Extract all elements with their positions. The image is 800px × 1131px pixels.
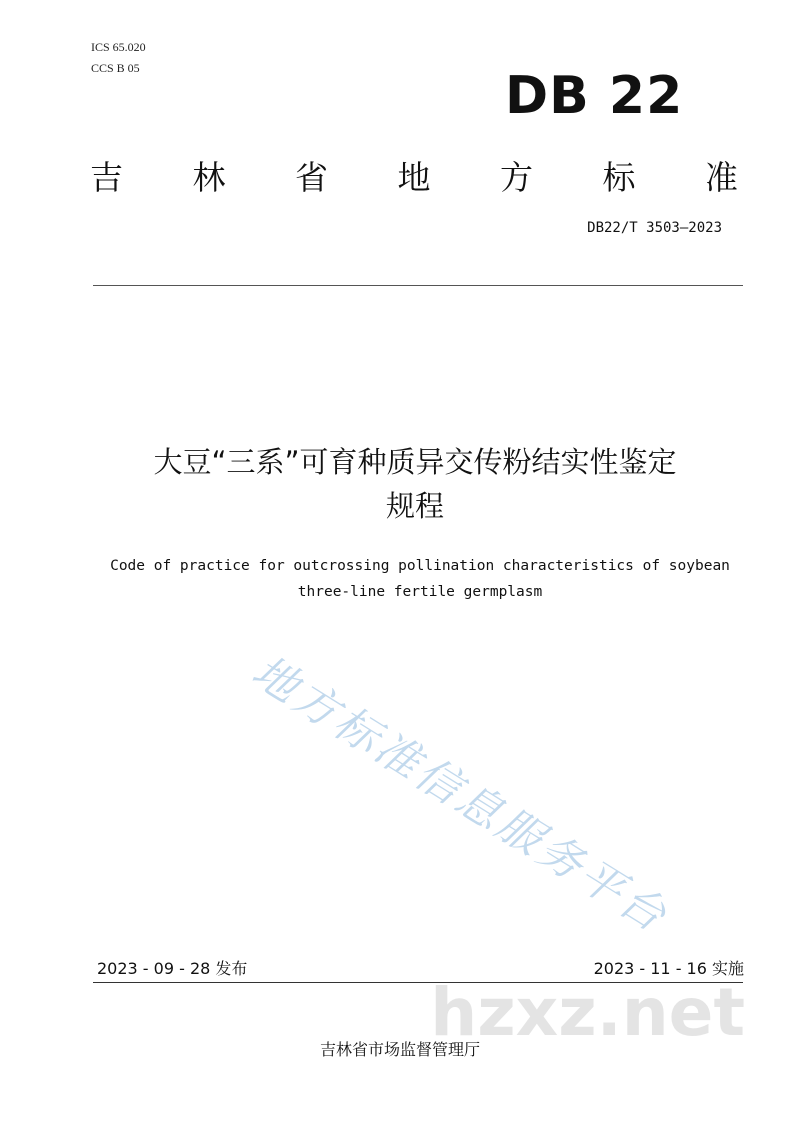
chinese-title-line-2: 规程 (385, 489, 444, 523)
standard-number: DB22/T 3503—2023 (587, 220, 722, 236)
platform-watermark: 地方标准信息服务平台 (243, 645, 678, 944)
issuing-authority: 吉林省市场监督管理厅 (319, 1040, 480, 1059)
english-title (60, 553, 780, 605)
implement-date: 2023 - 11 - 16 实施 (593, 959, 744, 978)
db22-logo: DB 22 (505, 66, 684, 126)
ics-code: ICS 65.020 (91, 40, 146, 54)
standard-type-char: 地 (397, 157, 431, 197)
publish-date: 2023 - 09 - 28 发布 (97, 959, 248, 978)
ccs-code: CCS B 05 (91, 61, 140, 75)
standard-type-char: 省 (295, 157, 328, 197)
standard-type-char: 方 (500, 157, 533, 197)
english-title-line-1: Code of practice for outcrossing pollination characteristics of soybean (110, 558, 730, 574)
site-watermark: hzxz.net (430, 974, 745, 1051)
standard-type-heading (90, 153, 738, 197)
header-divider (93, 285, 743, 286)
chinese-title-line-1: 大豆“三系”可育种质异交传粉结实性鉴定 (153, 445, 677, 479)
chinese-title (60, 440, 770, 528)
standard-type-char: 林 (192, 157, 226, 197)
standard-type-char: 标 (602, 157, 636, 197)
standard-type-char: 吉 (90, 157, 123, 197)
english-title-line-2: three-line fertile germplasm (297, 584, 543, 600)
standard-type-char: 准 (705, 157, 738, 197)
